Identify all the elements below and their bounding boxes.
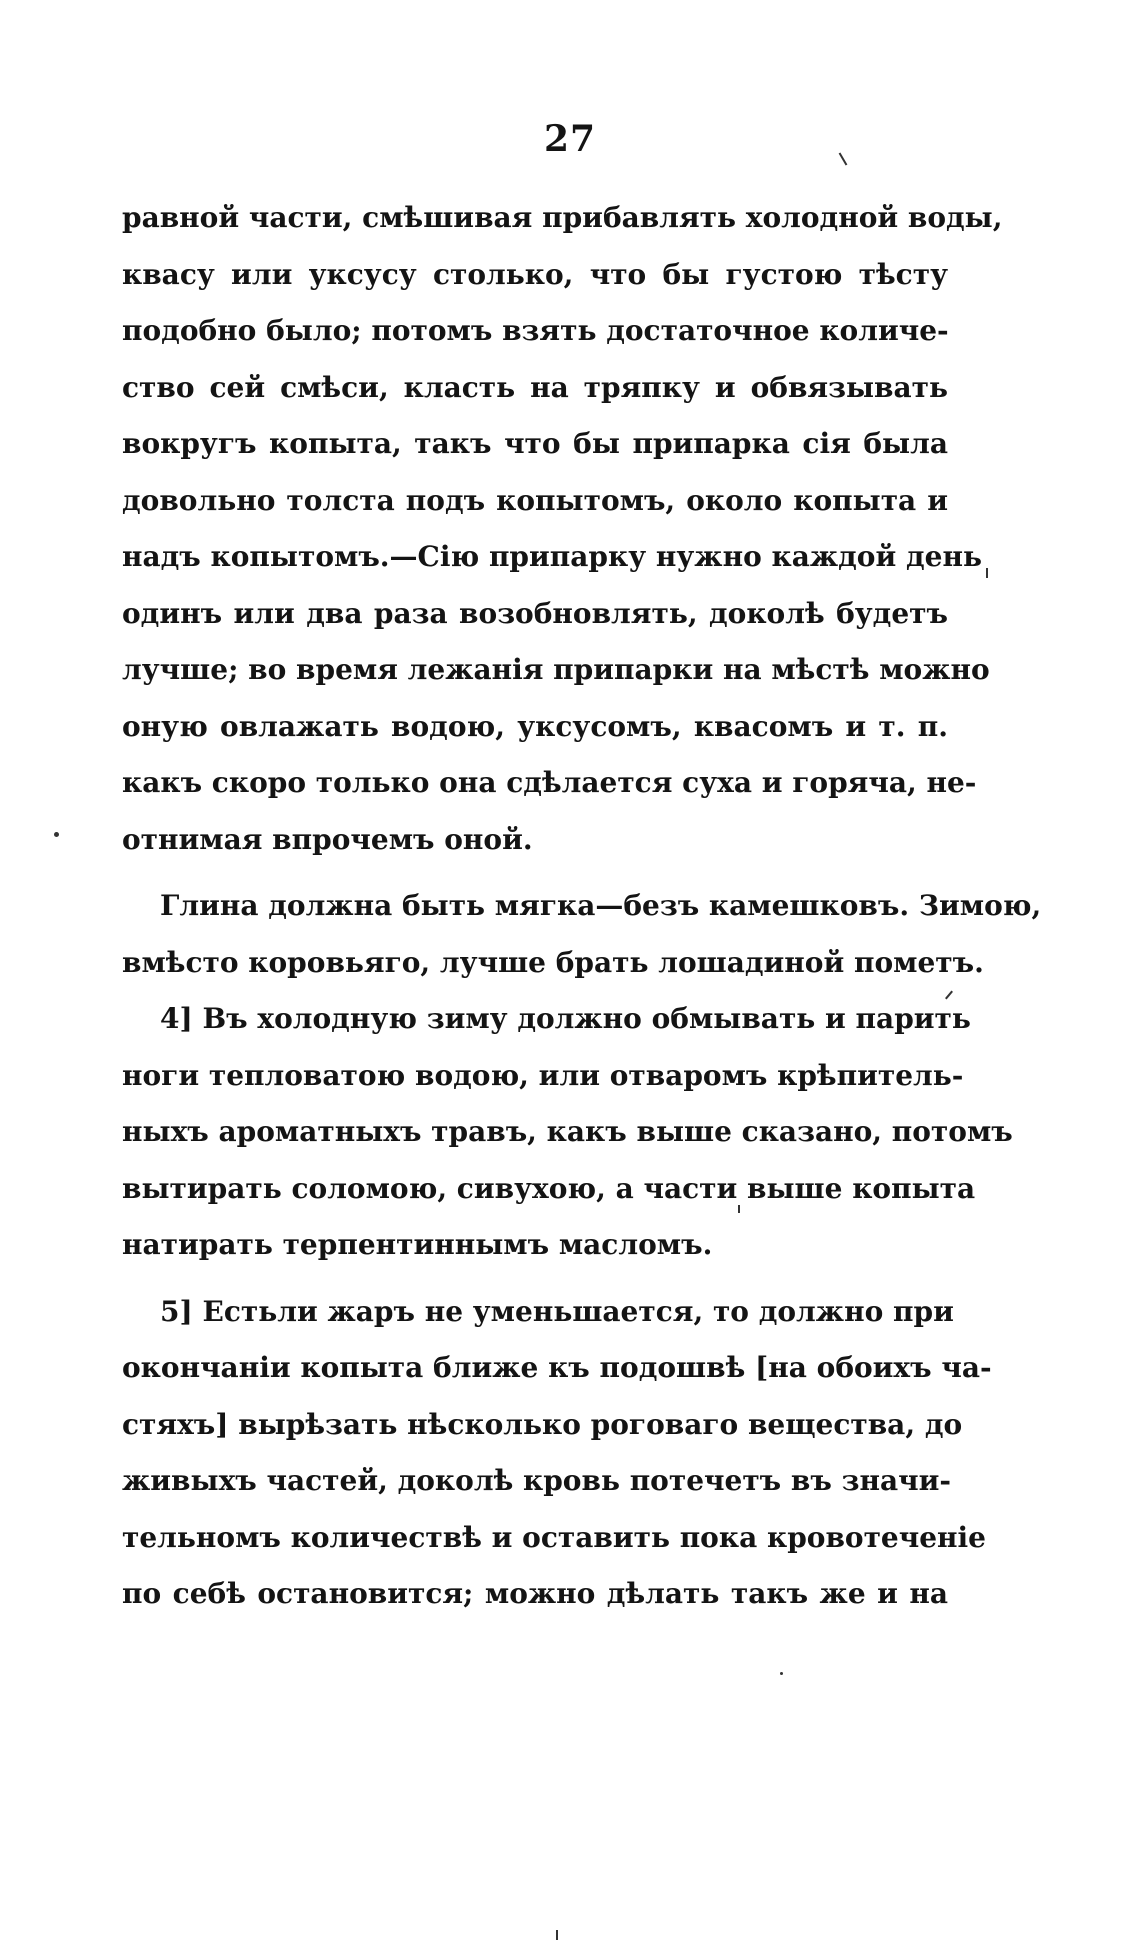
text-line: по себѣ остановится; можно дѣлать такъ же и на	[122, 1577, 948, 1610]
text-line: Глина должна быть мягка—безъ камешковъ. Зимою,	[160, 889, 1042, 922]
text-line: 5] Естьли жаръ не уменьшается, то должно при	[160, 1294, 954, 1328]
scan-speck	[780, 1672, 783, 1675]
text-line: вмѣсто коровьяго, лучше брать лошадиной пометъ.	[122, 945, 984, 979]
text-line: равной части, смѣшивая прибавлять холодной воды,	[122, 201, 1003, 234]
text-line: оную овлажать водою, уксусомъ, квасомъ и т. п.	[122, 709, 948, 743]
paragraph-2	[122, 878, 1042, 991]
page-number: 27	[543, 118, 597, 160]
text-line: ство сей смѣси, класть на тряпку и обвязывать	[122, 370, 948, 404]
text-line: окончаніи копыта ближе къ подошвѣ [на обоихъ ча-	[122, 1351, 992, 1384]
text-line: тельномъ количествѣ и оставить пока кровотеченіе	[122, 1520, 986, 1554]
text-line: живыхъ частей, доколѣ кровь потечетъ въ значи-	[122, 1464, 951, 1497]
text-line: вытирать соломою, сивухою, а части выше копыта	[122, 1171, 976, 1205]
text-line: подобно было; потомъ взять достаточное количе-	[122, 314, 949, 347]
scan-speck	[54, 832, 59, 837]
body-text	[122, 190, 1042, 1623]
scan-speck	[986, 568, 988, 578]
paragraph-spacer	[122, 1274, 948, 1284]
scan-speck	[556, 1930, 558, 1940]
text-line: лучше; во время лежанія припарки на мѣстѣ можно	[122, 653, 990, 686]
text-line: надъ копытомъ.—Сію припарку нужно каждой день	[122, 540, 982, 573]
paragraph-1	[122, 190, 1003, 868]
text-line: довольно толста подъ копытомъ, около копыта и	[122, 483, 948, 517]
paragraph-3	[122, 991, 1013, 1274]
text-line: одинъ или два раза возобновлять, доколѣ будетъ	[122, 596, 948, 630]
paragraph-4	[122, 1284, 992, 1623]
paragraph-spacer	[122, 868, 948, 878]
text-line: квасу или уксусу столько, что бы густою тѣсту	[122, 257, 948, 291]
scan-speck	[738, 1205, 740, 1213]
text-line: ноги тепловатою водою, или отваромъ крѣпитель-	[122, 1058, 964, 1092]
text-line: отнимая впрочемъ оной.	[122, 822, 533, 856]
text-line: какъ скоро только она сдѣлается суха и горяча, не-	[122, 766, 977, 799]
text-line: вокругъ копыта, такъ что бы припарка сія была	[122, 427, 948, 460]
text-line: ныхъ ароматныхъ травъ, какъ выше сказано, потомъ	[122, 1115, 1013, 1148]
text-line: натирать терпентиннымъ масломъ.	[122, 1228, 713, 1261]
text-line: 4] Въ холодную зиму должно обмывать и парить	[160, 1002, 971, 1035]
text-line: стяхъ] вырѣзать нѣсколько роговаго вещества, до	[122, 1407, 963, 1441]
